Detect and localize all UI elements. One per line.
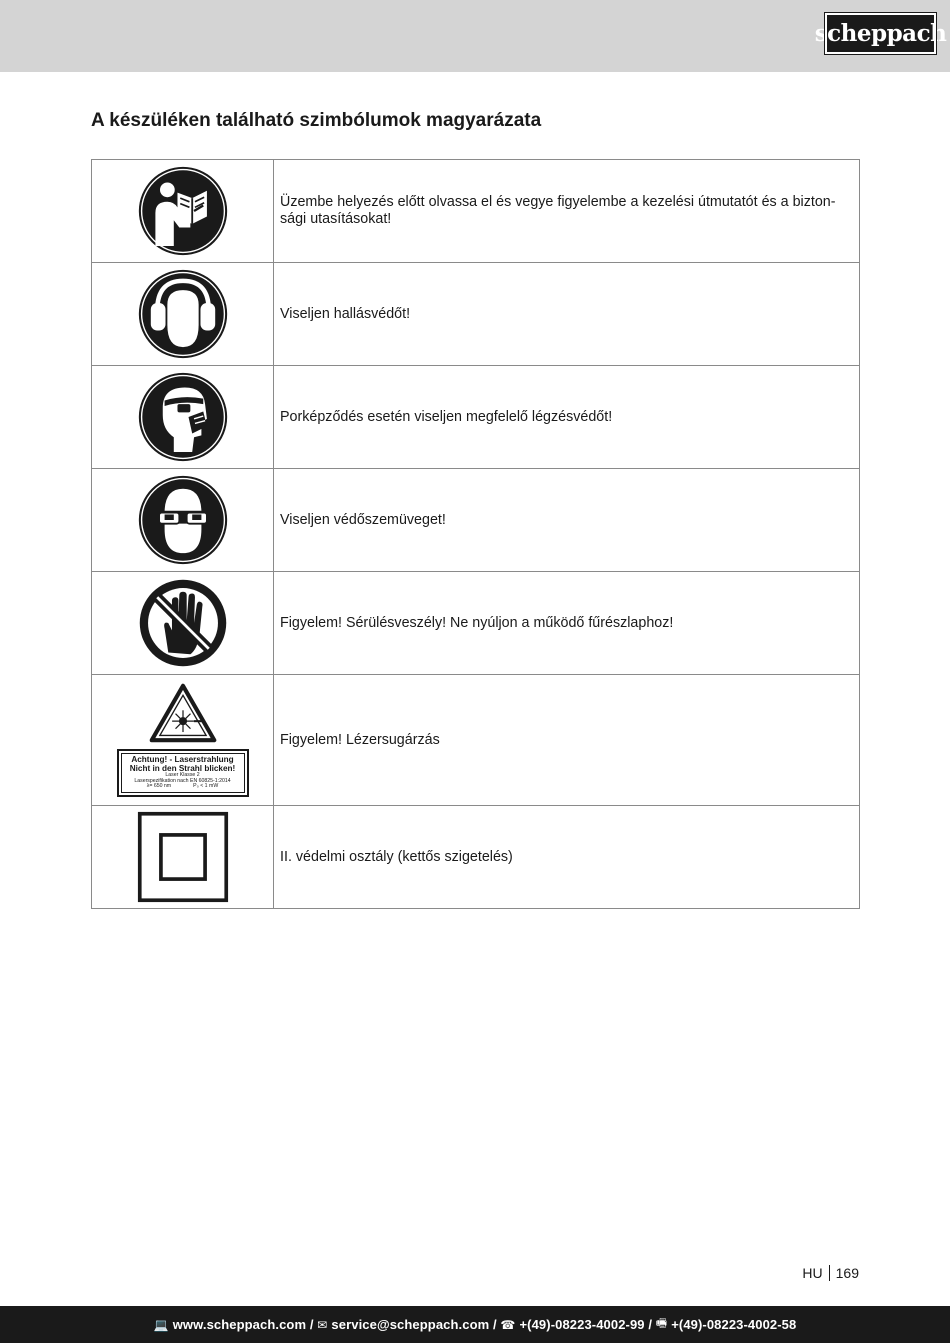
respiratory-mask-icon <box>137 371 229 463</box>
symbol-description: Viseljen védőszemüveget! <box>274 469 860 572</box>
fax-icon: 🖷 <box>655 1316 668 1330</box>
table-row <box>92 675 860 806</box>
laser-warning-icon <box>92 683 273 797</box>
symbol-description: Viseljen hallásvédőt! <box>274 263 860 366</box>
phone-icon: ☎ <box>500 1317 516 1332</box>
laser-label-line: Nicht in den Strahl blicken! <box>129 763 236 773</box>
laser-label-line: λ= 650 nm P₀ < 1 mW <box>146 783 219 790</box>
symbol-description: Figyelem! Lézersugárzás <box>274 675 860 806</box>
footer-phone: +(49)-08223-4002-99 <box>519 1317 645 1332</box>
symbol-description: Figyelem! Sérülésveszély! Ne nyúljon a működő fűrészlaphoz! <box>274 572 860 675</box>
page-number <box>802 1265 859 1281</box>
footer-website[interactable]: www.scheppach.com <box>172 1317 307 1332</box>
table-row <box>92 806 860 909</box>
table-row <box>92 469 860 572</box>
footer-separator: / <box>489 1317 501 1332</box>
symbol-description: Üzembe helyezés előtt olvassa el és vegye figyelembe a kezelési útmutatót és a bizton-sági utasításokat! <box>274 160 860 263</box>
table-row <box>92 263 860 366</box>
footer-email[interactable]: service@scheppach.com <box>331 1317 490 1332</box>
table-row <box>92 572 860 675</box>
hearing-protection-icon <box>137 268 229 360</box>
symbol-description: Porképződés esetén viseljen megfelelő légzésvédőt! <box>274 366 860 469</box>
no-hand-icon <box>137 577 229 669</box>
table-row <box>92 366 860 469</box>
read-manual-icon <box>137 165 229 257</box>
footer-fax: +(49)-08223-4002-58 <box>671 1317 797 1332</box>
language-code: HU <box>802 1265 823 1281</box>
table-row <box>92 160 860 263</box>
laser-triangle-icon <box>149 683 217 743</box>
laser-label-line: Laserspezifikation nach EN 60825-1:2014 <box>134 777 231 784</box>
header-bar <box>0 0 950 72</box>
double-insulation-icon <box>137 811 229 903</box>
laser-label-line: Laser Klasse 2 <box>165 772 200 779</box>
mail-icon: ✉ <box>317 1317 328 1332</box>
computer-icon: 💻 <box>153 1317 169 1332</box>
laser-class-label <box>117 749 249 797</box>
page-title: A készüléken található szimbólumok magyarázata <box>91 110 542 131</box>
page-number-value: 169 <box>835 1265 859 1281</box>
symbol-description: II. védelmi osztály (kettős szigetelés) <box>274 806 860 909</box>
footer-separator: / <box>306 1317 318 1332</box>
safety-goggles-icon <box>137 474 229 566</box>
scheppach-logo: scheppach <box>825 13 936 54</box>
footer-separator: / <box>644 1317 656 1332</box>
laser-label-line: Achtung! - Laserstrahlung <box>131 755 234 765</box>
footer-bar <box>0 1306 950 1343</box>
symbol-table <box>91 159 860 909</box>
page-number-divider <box>829 1265 830 1281</box>
